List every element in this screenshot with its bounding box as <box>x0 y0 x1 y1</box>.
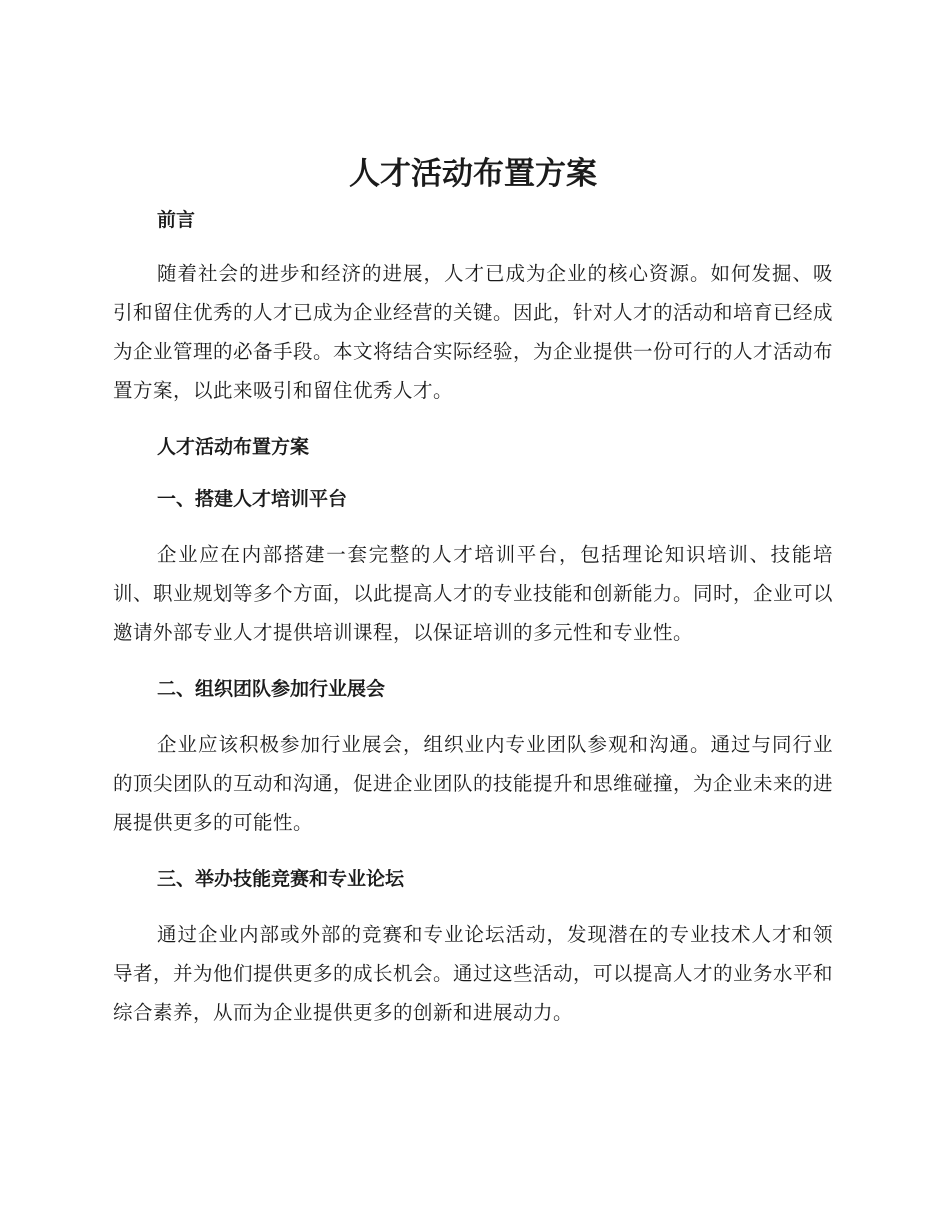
section-1-heading: 一、搭建人才培训平台 <box>157 488 348 510</box>
section-2-heading: 二、组织团队参加行业展会 <box>157 678 386 700</box>
section-2-paragraph: 企业应该积极参加行业展会，组织业内专业团队参观和沟通。通过与同行业的顶尖团队的互动和沟通，促进企业团队的技能提升和思维碰撞，为企业未来的进展提供更多的可能性。 <box>113 733 834 834</box>
section-3-paragraph: 通过企业内部或外部的竞赛和专业论坛活动，发现潜在的专业技术人才和领导者，并为他们提供更多的成长机会。通过这些活动，可以提高人才的业务水平和综合素养，从而为企业提供更多的创新和进展动力。 <box>113 923 834 1024</box>
section-1-paragraph: 企业应在内部搭建一套完整的人才培训平台，包括理论知识培训、技能培训、职业规划等多个方面，以此提高人才的专业技能和创新能力。同时，企业可以邀请外部专业人才提供培训课程，以保证培训的多元性和专业性。 <box>113 543 834 644</box>
document-page <box>113 148 833 1032</box>
preface-paragraph: 随着社会的进步和经济的进展，人才已成为企业的核心资源。如何发掘、吸引和留住优秀的人才已成为企业经营的关键。因此，针对人才的活动和培育已经成为企业管理的必备手段。本文将结合实际经验，为企业提供一份可行的人才活动布置方案，以此来吸引和留住优秀人才。 <box>113 262 834 402</box>
document-title: 人才活动布置方案 <box>349 156 597 192</box>
plan-heading: 人才活动布置方案 <box>157 436 310 458</box>
preface-heading: 前言 <box>157 209 196 231</box>
section-3-heading: 三、举办技能竞赛和专业论坛 <box>157 868 405 890</box>
